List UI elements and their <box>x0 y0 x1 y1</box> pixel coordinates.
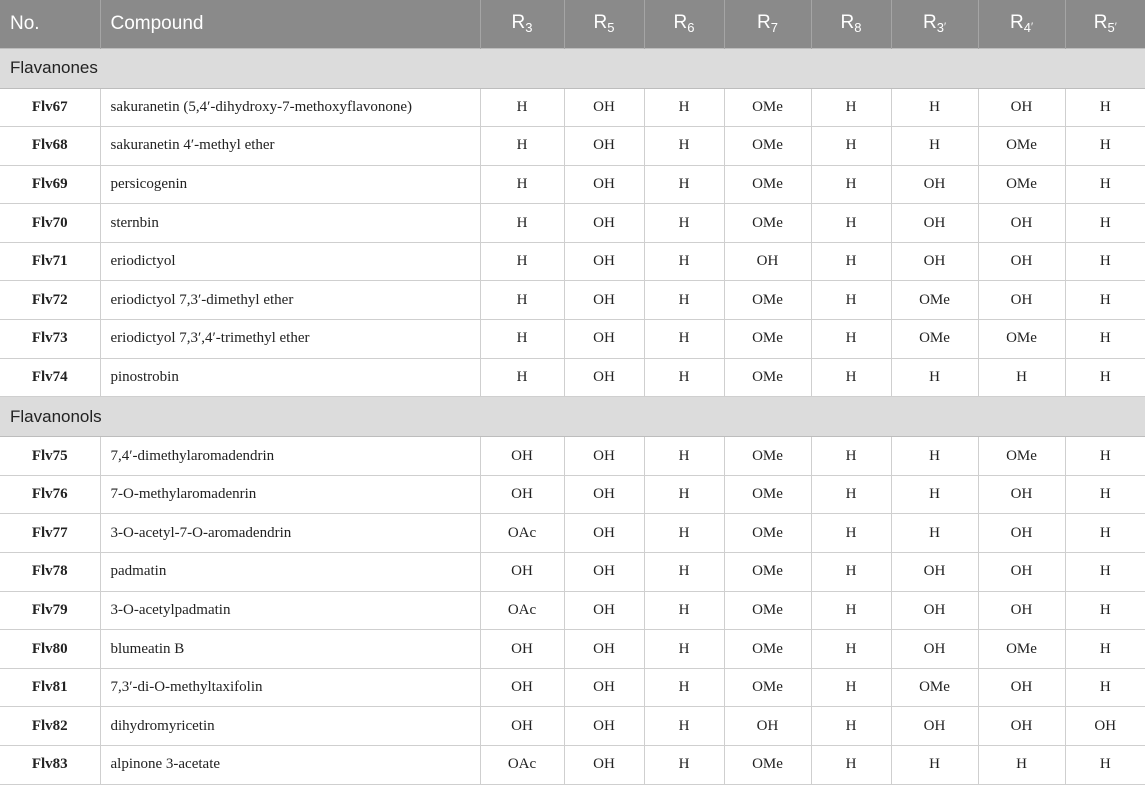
compound-name: sakuranetin 4′-methyl ether <box>100 127 480 166</box>
substituent-cell: H <box>811 127 891 166</box>
substituent-cell: H <box>644 746 724 785</box>
substituent-cell: H <box>811 358 891 397</box>
header-r4-prime: $R_{4'}$ <box>978 0 1065 48</box>
table-row <box>0 591 1145 630</box>
substituent-cell: OH <box>891 204 978 243</box>
substituent-cell: OH <box>1065 707 1145 746</box>
substituent-cell: OAc <box>480 591 564 630</box>
substituent-cell: OMe <box>891 668 978 707</box>
substituent-cell: H <box>644 475 724 514</box>
substituent-cell: H <box>644 88 724 127</box>
substituent-cell: H <box>1065 242 1145 281</box>
compound-id: Flv73 <box>0 320 100 359</box>
substituent-cell: OMe <box>724 88 811 127</box>
substituent-cell: OH <box>891 553 978 592</box>
substituent-cell: H <box>891 475 978 514</box>
table-row <box>0 553 1145 592</box>
compound-name: dihydromyricetin <box>100 707 480 746</box>
substituent-cell: H <box>480 88 564 127</box>
substituent-cell: OH <box>978 475 1065 514</box>
substituent-cell: OH <box>564 591 644 630</box>
substituent-cell: H <box>644 242 724 281</box>
compound-name: sakuranetin (5,4′-dihydroxy-7-methoxyflavonone) <box>100 88 480 127</box>
substituent-cell: H <box>811 591 891 630</box>
substituent-cell: OAc <box>480 746 564 785</box>
substituent-cell: OH <box>564 746 644 785</box>
substituent-cell: H <box>644 127 724 166</box>
compound-name: 7,3′-di-O-methyltaxifolin <box>100 668 480 707</box>
header-r5: $R_5$ <box>564 0 644 48</box>
substituent-cell: OMe <box>724 437 811 476</box>
compound-name: persicogenin <box>100 165 480 204</box>
compound-name: 3-O-acetyl-7-O-aromadendrin <box>100 514 480 553</box>
table-row <box>0 242 1145 281</box>
substituent-cell: OH <box>564 204 644 243</box>
compound-id: Flv76 <box>0 475 100 514</box>
compound-name: sternbin <box>100 204 480 243</box>
substituent-cell: H <box>644 630 724 669</box>
substituent-cell: OAc <box>480 514 564 553</box>
substituent-cell: H <box>811 668 891 707</box>
substituent-cell: OH <box>564 553 644 592</box>
compound-name: eriodictyol 7,3′,4′-trimethyl ether <box>100 320 480 359</box>
substituent-cell: H <box>644 514 724 553</box>
substituent-cell: H <box>1065 165 1145 204</box>
substituent-cell: H <box>1065 358 1145 397</box>
substituent-cell: OMe <box>724 165 811 204</box>
compound-id: Flv70 <box>0 204 100 243</box>
substituent-cell: H <box>1065 127 1145 166</box>
substituent-cell: H <box>1065 746 1145 785</box>
substituent-cell: OH <box>978 281 1065 320</box>
header-r7: $R_7$ <box>724 0 811 48</box>
substituent-cell: OH <box>978 204 1065 243</box>
substituent-cell: H <box>644 668 724 707</box>
substituent-cell: H <box>644 437 724 476</box>
table-row <box>0 320 1145 359</box>
section-row <box>0 48 1145 88</box>
substituent-cell: OH <box>564 668 644 707</box>
substituent-cell: OH <box>724 242 811 281</box>
substituent-cell: H <box>811 320 891 359</box>
substituent-cell: H <box>644 204 724 243</box>
substituent-cell: OMe <box>724 630 811 669</box>
substituent-cell: OH <box>564 320 644 359</box>
substituent-cell: H <box>480 204 564 243</box>
substituent-cell: OH <box>480 668 564 707</box>
substituent-cell: OMe <box>724 591 811 630</box>
section-row <box>0 397 1145 437</box>
compound-id: Flv82 <box>0 707 100 746</box>
table-row <box>0 204 1145 243</box>
compound-id: Flv81 <box>0 668 100 707</box>
compound-id: Flv69 <box>0 165 100 204</box>
substituent-cell: H <box>1065 320 1145 359</box>
table-row <box>0 358 1145 397</box>
substituent-cell: OH <box>564 242 644 281</box>
table-row <box>0 165 1145 204</box>
section-title: Flavanones <box>0 48 1145 88</box>
compound-name: eriodictyol 7,3′-dimethyl ether <box>100 281 480 320</box>
substituent-cell: OMe <box>978 127 1065 166</box>
compound-name: 3-O-acetylpadmatin <box>100 591 480 630</box>
substituent-cell: OH <box>978 553 1065 592</box>
header-r8: $R_8$ <box>811 0 891 48</box>
compound-id: Flv74 <box>0 358 100 397</box>
section-title: Flavanonols <box>0 397 1145 437</box>
substituent-cell: OH <box>891 165 978 204</box>
compound-name: alpinone 3-acetate <box>100 746 480 785</box>
substituent-cell: OH <box>564 165 644 204</box>
substituent-cell: H <box>1065 591 1145 630</box>
substituent-cell: OMe <box>978 437 1065 476</box>
substituent-cell: OH <box>480 437 564 476</box>
substituent-cell: H <box>978 358 1065 397</box>
substituent-cell: OMe <box>891 320 978 359</box>
substituent-cell: H <box>644 320 724 359</box>
substituent-cell: OH <box>480 707 564 746</box>
substituent-cell: OMe <box>724 668 811 707</box>
compound-id: Flv79 <box>0 591 100 630</box>
substituent-cell: OMe <box>978 165 1065 204</box>
substituent-cell: H <box>891 127 978 166</box>
header-r6: $R_6$ <box>644 0 724 48</box>
substituent-cell: H <box>811 165 891 204</box>
substituent-cell: OH <box>564 358 644 397</box>
substituent-cell: H <box>891 514 978 553</box>
substituent-cell: OH <box>891 242 978 281</box>
substituent-cell: OMe <box>724 514 811 553</box>
substituent-cell: OH <box>480 553 564 592</box>
header-no: No. <box>0 0 100 48</box>
substituent-cell: H <box>480 320 564 359</box>
table-body <box>0 48 1145 784</box>
substituent-cell: H <box>978 746 1065 785</box>
substituent-cell: H <box>644 707 724 746</box>
substituent-cell: OMe <box>724 358 811 397</box>
compound-id: Flv77 <box>0 514 100 553</box>
substituent-cell: OMe <box>891 281 978 320</box>
compound-id: Flv78 <box>0 553 100 592</box>
compound-name: 7,4′-dimethylaromadendrin <box>100 437 480 476</box>
substituent-cell: OH <box>564 88 644 127</box>
substituent-cell: H <box>480 281 564 320</box>
substituent-cell: H <box>480 127 564 166</box>
substituent-cell: OH <box>978 707 1065 746</box>
compound-id: Flv67 <box>0 88 100 127</box>
substituent-cell: H <box>811 204 891 243</box>
substituent-cell: OMe <box>724 281 811 320</box>
compound-name: padmatin <box>100 553 480 592</box>
substituent-cell: H <box>644 358 724 397</box>
substituent-cell: H <box>891 358 978 397</box>
substituent-cell: H <box>1065 475 1145 514</box>
substituent-cell: H <box>811 242 891 281</box>
table-row <box>0 281 1145 320</box>
substituent-cell: H <box>1065 437 1145 476</box>
table-row <box>0 88 1145 127</box>
substituent-cell: H <box>644 281 724 320</box>
substituent-cell: H <box>1065 204 1145 243</box>
compound-name: eriodictyol <box>100 242 480 281</box>
header-r5-prime: $R_{5'}$ <box>1065 0 1145 48</box>
substituent-cell: OMe <box>978 630 1065 669</box>
substituent-cell: OH <box>978 88 1065 127</box>
substituent-cell: H <box>811 746 891 785</box>
substituent-cell: OH <box>564 514 644 553</box>
substituent-cell: H <box>811 281 891 320</box>
substituent-cell: OH <box>978 242 1065 281</box>
table-row <box>0 668 1145 707</box>
substituent-cell: OH <box>891 591 978 630</box>
substituent-cell: H <box>891 88 978 127</box>
header-row <box>0 0 1145 48</box>
substituent-cell: OH <box>564 475 644 514</box>
substituent-cell: OMe <box>724 320 811 359</box>
compound-id: Flv68 <box>0 127 100 166</box>
table-row <box>0 475 1145 514</box>
substituent-cell: OH <box>480 630 564 669</box>
substituent-cell: H <box>811 475 891 514</box>
substituent-cell: OH <box>978 514 1065 553</box>
header-r3: $R_3$ <box>480 0 564 48</box>
table-row <box>0 746 1145 785</box>
substituent-cell: OMe <box>724 475 811 514</box>
table-row <box>0 127 1145 166</box>
compound-name: 7-O-methylaromadenrin <box>100 475 480 514</box>
substituent-cell: OMe <box>978 320 1065 359</box>
substituent-cell: H <box>811 88 891 127</box>
compound-name: blumeatin B <box>100 630 480 669</box>
substituent-cell: OMe <box>724 553 811 592</box>
substituent-cell: H <box>811 437 891 476</box>
substituent-cell: H <box>1065 668 1145 707</box>
table-row <box>0 437 1145 476</box>
header-compound: Compound <box>100 0 480 48</box>
substituent-cell: OMe <box>724 127 811 166</box>
substituent-cell: H <box>1065 281 1145 320</box>
substituent-cell: OH <box>564 707 644 746</box>
substituent-cell: H <box>891 437 978 476</box>
substituent-cell: H <box>811 514 891 553</box>
substituent-cell: OH <box>564 281 644 320</box>
substituent-cell: OH <box>480 475 564 514</box>
substituent-cell: OH <box>978 668 1065 707</box>
substituent-cell: H <box>1065 553 1145 592</box>
substituent-cell: OH <box>564 630 644 669</box>
header-r3-prime: $R_{3'}$ <box>891 0 978 48</box>
table-row <box>0 514 1145 553</box>
table-row <box>0 630 1145 669</box>
substituent-cell: H <box>480 358 564 397</box>
compound-name: pinostrobin <box>100 358 480 397</box>
compound-id: Flv72 <box>0 281 100 320</box>
substituent-cell: H <box>811 707 891 746</box>
substituent-cell: H <box>1065 88 1145 127</box>
substituent-cell: H <box>480 242 564 281</box>
substituent-cell: H <box>891 746 978 785</box>
table-row <box>0 707 1145 746</box>
substituent-cell: OMe <box>724 746 811 785</box>
compound-id: Flv71 <box>0 242 100 281</box>
compound-id: Flv75 <box>0 437 100 476</box>
substituent-cell: H <box>811 630 891 669</box>
substituent-cell: H <box>644 553 724 592</box>
substituent-cell: OH <box>724 707 811 746</box>
substituent-cell: OMe <box>724 204 811 243</box>
compound-id: Flv83 <box>0 746 100 785</box>
substituent-cell: OH <box>564 437 644 476</box>
substituent-cell: H <box>480 165 564 204</box>
substituent-cell: OH <box>978 591 1065 630</box>
substituent-cell: H <box>811 553 891 592</box>
substituent-cell: H <box>644 591 724 630</box>
substituent-cell: H <box>1065 514 1145 553</box>
compound-id: Flv80 <box>0 630 100 669</box>
substituent-cell: H <box>644 165 724 204</box>
substituent-cell: OH <box>891 707 978 746</box>
substituent-cell: OH <box>564 127 644 166</box>
substituent-cell: H <box>1065 630 1145 669</box>
substituent-cell: OH <box>891 630 978 669</box>
